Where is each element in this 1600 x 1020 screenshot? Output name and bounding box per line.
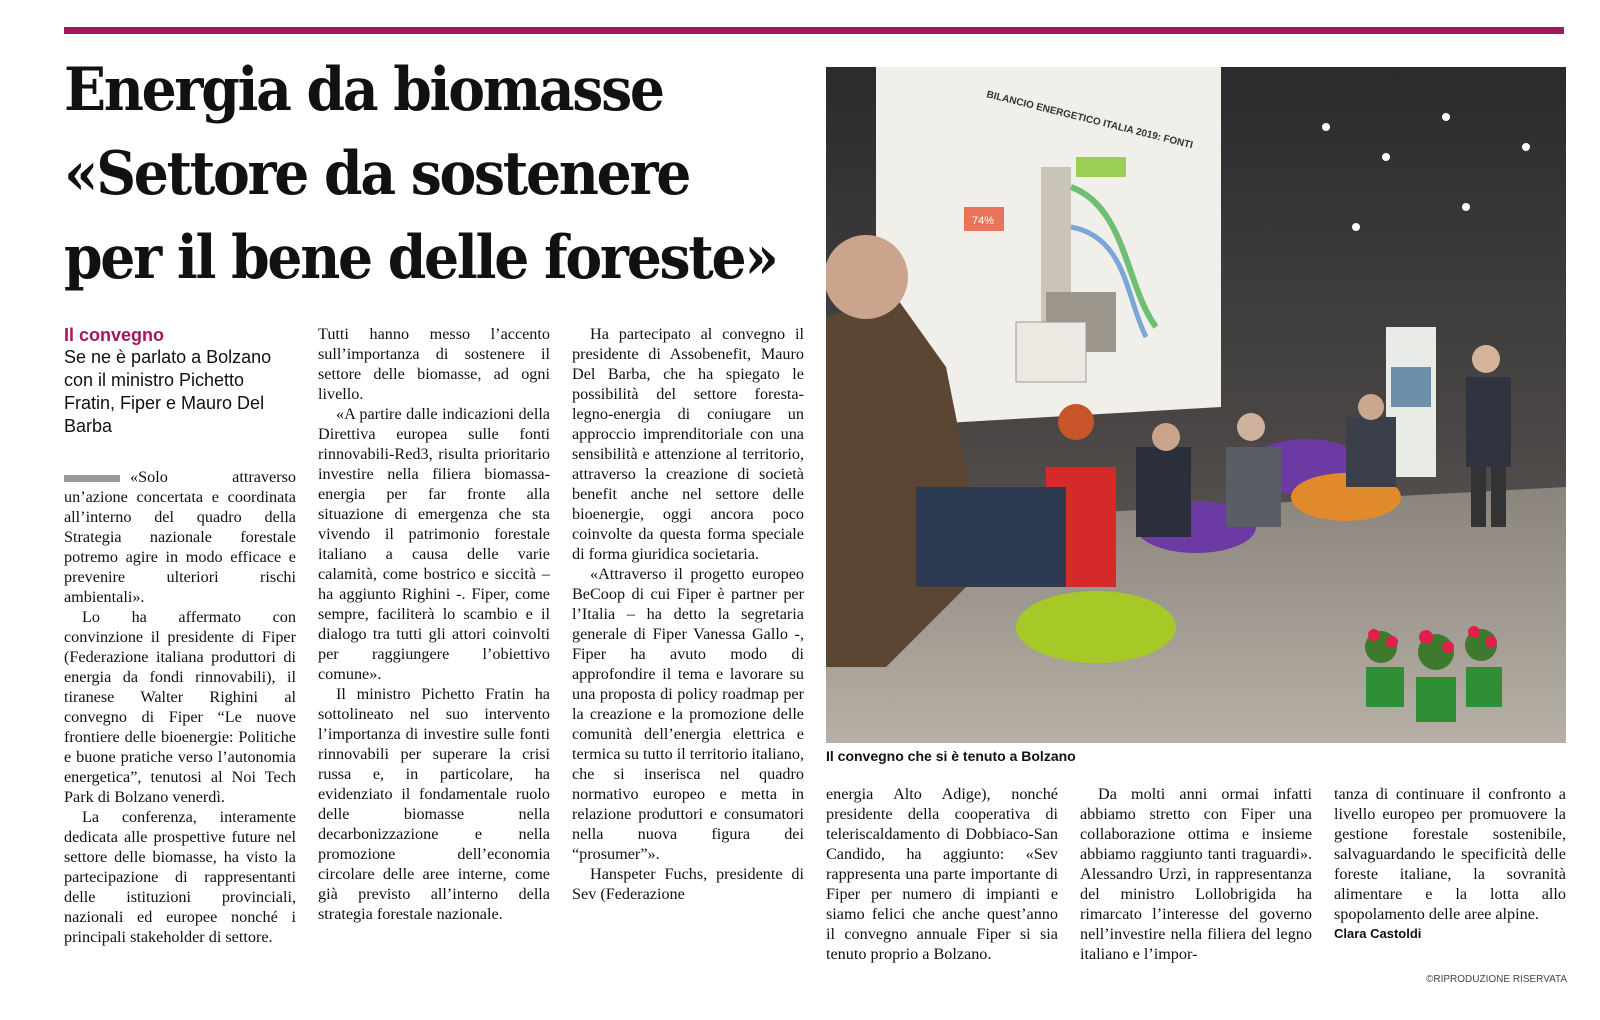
paragraph: Tutti hanno messo l’accento sull’importanza di sostenere il settore delle biomasse, ad ogni livello. — [318, 325, 550, 403]
paragraph: energia Alto Adige), nonché presidente della cooperativa di teleriscaldamento di Dobbiaco-San Candido, ha aggiunto: «Sev rappresenta una parte importante di Fiper per numero di impianti e siamo felici che anche quest’anno il convegno annuale Fiper si sia tenuto proprio a Bolzano. — [826, 785, 1058, 963]
lead-bar — [64, 475, 120, 482]
paragraph — [64, 467, 296, 607]
paragraph: Hanspeter Fuchs, presidente di Sev (Federazione — [572, 865, 804, 903]
kicker-label: Il convegno — [64, 325, 165, 345]
headline-line-3: per il bene delle foreste» — [64, 223, 777, 293]
paragraph-text: «Solo attraverso un’azione concertata e coordinata all’interno del quadro della Strategia nazionale forestale potremo agire in modo efficace e prevenire ulteriori rischi ambientali». — [64, 468, 296, 606]
headline-line-1: Energia da biomasse — [64, 55, 663, 125]
slide-title: BILANCIO ENERGETICO ITALIA 2019: FONTI — [985, 89, 1194, 152]
article-column-6 — [1334, 784, 1566, 969]
kicker-summary: Se ne è parlato a Bolzano con il ministro Pichetto Fratin, Fiper e Mauro Del Barba — [64, 347, 272, 436]
byline: Clara Castoldi — [1334, 926, 1422, 941]
paragraph: «Attraverso il progetto europeo BeCoop di cui Fiper è partner per l’Italia – ha detto la segretaria generale di Fiper Vanessa Gallo -, Fiper ha avuto modo di approfondire il tema e lavorare su una proposta di policy roadmap per la creazione e la promozione delle comunità dell’energia elettrica e termica su tutto il territorio italiano, che si inserisca nel quadro normativo europeo e metta in relazione produttori e consumatori nella nuova figura dei “prosumer”». — [572, 565, 804, 863]
paragraph: Ha partecipato al convegno il presidente di Assobenefit, Mauro Del Barba, che ha spiegato le possibilità del settore foresta-legno-energia di coniugare un approccio imprenditoriale con una sensibilità e attenzione al territorio, attraverso la creazione di società benefit anche nel settore delle bioenergie, oggi ancora poco coinvolte da questa forma speciale di forma giuridica societaria. — [572, 325, 804, 563]
paragraph: Lo ha affermato con convinzione il presidente di Fiper (Federazione italiana produttori di energia da fondi rinnovabili), il tiranese Walter Righini al convegno di Fiper “Le nuove frontiere delle bioenergie: Politiche e buone pratiche verso l’autonomia energetica”, tenutosi al Noi Tech Park di Bolzano venerdì. — [64, 608, 296, 806]
article-column-2 — [318, 324, 550, 984]
event-photo — [826, 67, 1566, 743]
conference-photo-illustration — [826, 67, 1566, 743]
photo-caption: Il convegno che si è tenuto a Bolzano — [826, 748, 1076, 764]
kicker-box — [64, 324, 294, 438]
article-column-5 — [1080, 784, 1312, 984]
paragraph: «A partire dalle indicazioni della Direttiva europea sulle fonti rinnovabili-Red3, risulta prioritario investire nella filiera biomassa-energia per far fronte alla situazione di emergenza che sta vivendo il patrimonio forestale italiano a causa delle varie calamità, come bostrico e siccità – ha aggiunto Righini -. Fiper, come sempre, faciliterà lo scambio e il dialogo tra tutti gli attori coinvolti per raggiungere l’obiettivo comune». — [318, 405, 550, 683]
top-rule — [64, 27, 1564, 34]
paragraph: La conferenza, interamente dedicata alle prospettive future nel settore delle biomasse, ha visto la partecipazione di rappresentanti delle istituzioni provinciali, nazionali ed europee nonché i principali stakeholder di settore. — [64, 808, 296, 946]
article-column-4 — [826, 784, 1058, 984]
headline — [64, 48, 777, 300]
article-column-3 — [572, 324, 804, 984]
paragraph: tanza di continuare il confronto a livello europeo per promuovere la gestione forestale sostenibile, salvaguardando le specificità delle foreste italiane, la sovranità alimentare e la lotta allo spopolamento delle aree alpine. — [1334, 785, 1566, 923]
headline-line-2: «Settore da sostenere — [64, 139, 690, 209]
paragraph: Da molti anni ormai infatti abbiamo stretto con Fiper una collaborazione ottima e insieme abbiamo raggiunto tanti traguardi». Alessandro Urzì, in rappresentanza del ministro Lollobrigida ha rimarcato l’interesse del governo nell’investire nella filiera del legno italiano e l’impor- — [1080, 785, 1312, 963]
article-column-1 — [64, 467, 296, 967]
paragraph: Il ministro Pichetto Fratin ha sottolineato nel suo intervento l’importanza di investire sulle fonti rinnovabili per superare la crisi russa e, in particolare, ha evidenziato il fondamentale ruolo delle biomasse nella decarbonizzazione e nella promozione dell’economia circolare delle aree interne, come già previsto all’interno della strategia forestale nazionale. — [318, 685, 550, 923]
copyright-notice: ©RIPRODUZIONE RISERVATA — [1426, 974, 1568, 985]
slide-percent: 74% — [972, 215, 995, 227]
